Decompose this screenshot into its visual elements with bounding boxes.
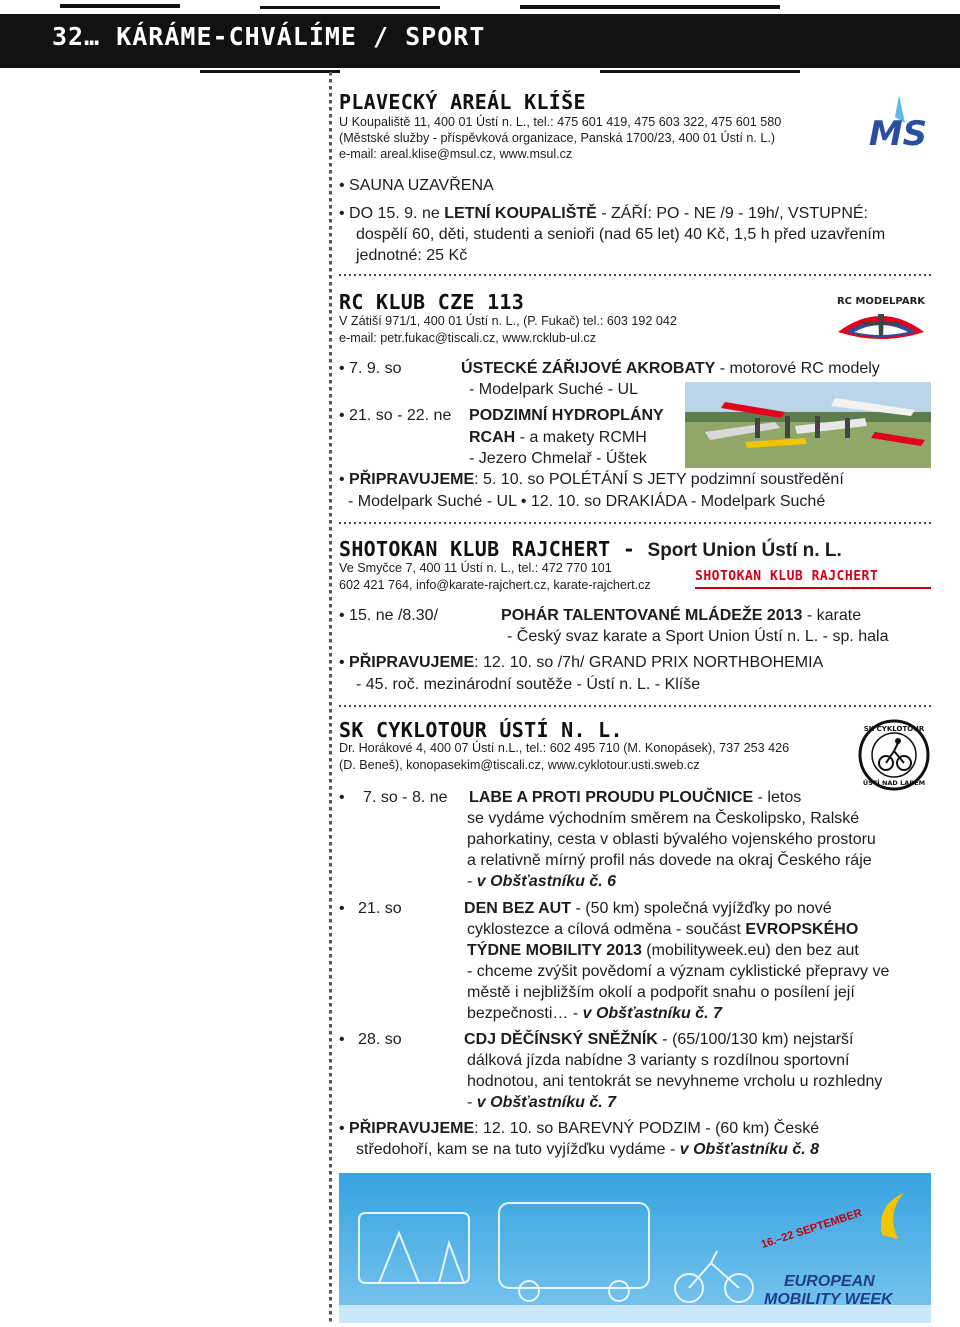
prep-text: : 12. 10. so BAREVNÝ PODZIM - (60 km) České [474,1120,820,1137]
prep-row: • PŘIPRAVUJEME: 12. 10. so BAREVNÝ PODZIM - (60 km) České [339,1120,820,1137]
logo-text-bottom: ÚSTÍ NAD LABEM [862,779,926,787]
section-separator [339,274,931,276]
prep-row: • PŘIPRAVUJEME: 5. 10. so POLÉTÁNÍ S JETY podzimní soustředění [339,471,844,488]
prep-line: - Modelpark Suché - UL • 12. 10. so DRAKIÁDA - Modelpark Suché [348,493,826,510]
desc-line: se vydáme východním směrem na Českolipsko, Ralské [467,810,860,827]
event-date: 15. ne /8.30/ [349,607,439,624]
logo-text-top: SK CYKLOTOUR [863,725,925,733]
section-title-cyklotour: SK CYKLOTOUR ÚSTÍ N. L. [339,718,623,742]
rcklub-address: V Zátiší 971/1, 400 01 Ústí n. L., (P. Fukač) tel.: 603 192 042 [339,314,677,328]
list-item: • DO 15. 9. ne LETNÍ KOUPALIŠTĚ - ZÁŘÍ: PO - NE /9 - 19h/, VSTUPNÉ: [339,205,868,222]
event-desc [467,919,931,1024]
prep-text: : 5. 10. so POLÉTÁNÍ S JETY podzimní soustředění [474,471,844,488]
header-speckle [600,70,800,73]
event-line: - Modelpark Suché - UL [469,381,638,398]
item-title: LETNÍ KOUPALIŠTĚ [444,205,597,222]
event-row: • 7. 9. so ÚSTECKÉ ZÁŘIJOVÉ AKROBATY - motorové RC modely [339,360,880,377]
prep-label: PŘIPRAVUJEME [349,654,475,671]
event-text: - (50 km) společná vyjížďky po nové [571,900,832,917]
prep-label: PŘIPRAVUJEME [349,1120,475,1137]
event-line: - Jezero Chmelař - Úštek [469,450,647,467]
event-date: 7. so - 8. ne [363,789,448,806]
event-desc [467,1050,931,1113]
prep-label: PŘIPRAVUJEME [349,471,475,488]
header-speckle [520,5,780,9]
desc-line: - v Obšťastníku č. 7 [467,1094,617,1111]
ms-logo-text: MS [868,114,928,153]
event-row: • 21. so DEN BEZ AUT - (50 km) společná vyjížďky po nové [339,900,832,917]
event-desc [467,808,931,892]
banner-line1: EUROPEAN [784,1273,875,1290]
list-item: • SAUNA UZAVŘENA [339,177,494,194]
event-date: 21. so [358,900,402,917]
prep-text: : 12. 10. so /7h/ GRAND PRIX NORTHBOHEMIA [474,654,824,671]
reference: v Obšťastníku č. 7 [476,1094,617,1111]
event-date: 7. 9. so [349,360,402,377]
column-divider [329,72,332,1322]
ms-logo [865,93,931,153]
reference: v Obšťastníku č. 8 [679,1141,820,1158]
event-row: • 7. so - 8. ne LABE A PROTI PROUDU PLOUČNICE - letos [339,789,802,806]
title-part: Sport Union Ústí n. L. [647,540,842,561]
prep-line: středohoří, kam se na tuto vyjížďku vydáme - v Obšťastníku č. 8 [356,1141,820,1158]
event-title: ÚSTECKÉ ZÁŘIJOVÉ AKROBATY [461,360,716,377]
prep-line: - 45. roč. mezinárodní soutěže - Ústí n. L. - Klíše [356,676,701,693]
item-text: - ZÁŘÍ: PO - NE /9 - 19h/, VSTUPNÉ: [596,205,868,222]
mobility-week-banner [339,1173,931,1323]
rc-modelpark-logo [832,292,930,344]
banner-date: 16.–22 SEPTEMBER [759,1207,864,1251]
event-row: • 15. ne /8.30/ POHÁR TALENTOVANÉ MLÁDEŽE 2013 - karate [339,607,862,624]
section-title-plavecky: PLAVECKÝ AREÁL KLÍŠE [339,90,586,114]
event-text: - letos [753,789,802,806]
rcklub-email: e-mail: petr.fukac@tiscali.cz, www.rcklub-ul.cz [339,331,597,345]
desc-line: hodnotou, ani tentokrát se nevyhneme vrcholu u rozhledny [467,1073,883,1090]
shotokan-address: Ve Smyčce 7, 400 11 Ústí n. L., tel.: 472 770 101 [339,561,612,575]
event-title: DEN BEZ AUT [464,900,572,917]
banner-line2: MOBILITY WEEK [764,1291,893,1308]
header-speckle [0,30,10,50]
item-date: DO 15. 9. ne [349,205,445,222]
header-speckle [260,6,440,9]
item-line: jednotné: 25 Kč [356,247,468,264]
event-title: POHÁR TALENTOVANÉ MLÁDEŽE 2013 [501,607,803,624]
plavecky-org: (Městské služby - příspěvková organizace, Panská 1700/23, 400 01 Ústí n. L.) [339,131,776,145]
event-date: 21. so - 22. ne [349,407,452,424]
shotokan-logo-text: SHOTOKAN KLUB RAJCHERT [695,569,879,584]
event-text: - karate [802,607,862,624]
plavecky-address: U Koupaliště 11, 400 01 Ústí n. L., tel.: 475 601 419, 475 603 322, 475 601 580 [339,115,782,129]
desc-line: TÝDNE MOBILITY 2013 (mobilityweek.eu) den bez aut [467,942,859,959]
section-separator [339,705,931,707]
shotokan-contact: 602 421 764, info@karate-rajchert.cz, karate-rajchert.cz [339,578,651,592]
event-title: PODZIMNÍ HYDROPLÁNY [469,407,664,424]
event-row: • 21. so - 22. ne PODZIMNÍ HYDROPLÁNY [339,407,664,424]
cyklotour-address: Dr. Horákové 4, 400 07 Ústí n.L., tel.: 602 495 710 (M. Konopásek), 737 253 426 [339,741,790,755]
shotokan-logo [695,567,931,589]
section-separator [339,522,931,524]
plavecky-email: e-mail: areal.klise@msul.cz, www.msul.cz [339,147,573,161]
section-title-rcklub: RC KLUB CZE 113 [339,290,525,314]
event-text: - (65/100/130 km) nejstarší [657,1031,854,1048]
desc-line: městě i nejbližším okolí a podpořit snahu o posílení její [467,984,855,1001]
mobility-logo-icon [874,1185,914,1245]
item-text: SAUNA UZAVŘENA [349,177,494,194]
reference: v Obšťastníku č. 7 [582,1005,722,1022]
desc-line: bezpečnosti… - v Obšťastníku č. 7 [467,1005,722,1022]
item-line: dospělí 60, děti, studenti a senioři (nad 65 let) 40 Kč, 1,5 h před uzavřením [356,226,886,243]
section-title-shotokan [339,537,931,562]
event-text: - a makety RCMH [515,429,647,446]
event-line [469,427,647,448]
title-part: SHOTOKAN KLUB RAJCHERT - [339,537,648,561]
header-speckle [200,70,340,73]
page-title: 32… KÁRÁME-CHVÁLÍME / SPORT [52,22,486,51]
event-title: LABE A PROTI PROUDU PLOUČNICE [469,789,754,806]
event-line: - Český svaz karate a Sport Union Ústí n. L. - sp. hala [507,628,889,645]
desc-line: pahorkatiny, cesta v oblasti bývalého vojenského prostoru [467,831,876,848]
rc-logo-text: RC MODELPARK [836,296,926,307]
cyklotour-logo [858,719,930,791]
desc-line: dálková jízda nabídne 3 varianty s rozdílnou sportovní [467,1052,850,1069]
reference: v Obšťastníku č. 6 [476,873,617,890]
header-speckle [60,4,180,8]
desc-line: - v Obšťastníku č. 6 [467,873,617,890]
desc-line: cyklostezce a cílová odměna - součást EVROPSKÉHO [467,921,859,938]
desc-line: a relativně mírný profil nás dovede na okraj Českého ráje [467,852,872,869]
event-text: - motorové RC modely [715,360,880,377]
event-row: • 28. so CDJ DĚČÍNSKÝ SNĚŽNÍK - (65/100/130 km) nejstarší [339,1031,854,1048]
desc-line: - chceme zvýšit povědomí a význam cyklistické přepravy ve [467,963,890,980]
rc-planes-photo [685,382,931,468]
prep-row: • PŘIPRAVUJEME: 12. 10. so /7h/ GRAND PRIX NORTHBOHEMIA [339,654,824,671]
event-title: CDJ DĚČÍNSKÝ SNĚŽNÍK [464,1031,658,1048]
event-date: 28. so [358,1031,402,1048]
cyklotour-email: (D. Beneš), konopasekim@tiscali.cz, www.cyklotour.usti.sweb.cz [339,758,700,772]
event-title: RCAH [469,429,516,446]
